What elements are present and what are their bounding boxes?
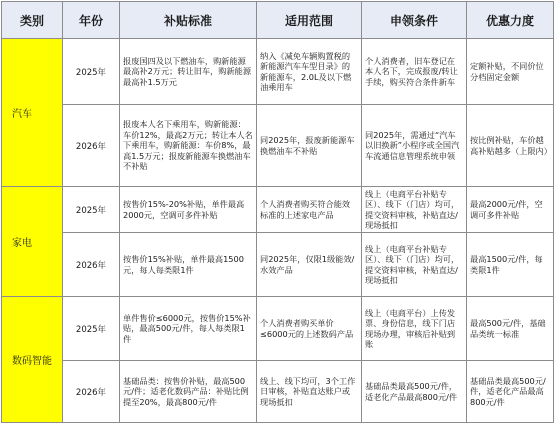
conditions-cell: 线上（电商平台补贴专区）、线下（门店）均可，提交资料审核，补贴直达/现场抵扣 <box>362 233 467 297</box>
year-cell: 2025年 <box>63 39 120 105</box>
scope-cell: 同2025年，报废新能源车换燃油车不补贴 <box>257 105 362 187</box>
header-intensity: 优惠力度 <box>467 2 554 39</box>
year-cell: 2026年 <box>63 233 120 297</box>
conditions-cell: 同2025年，需通过“汽车以旧换新”小程序或全国汽车流通信息管理系统申领 <box>362 105 467 187</box>
year-cell: 2025年 <box>63 297 120 361</box>
year-cell: 2026年 <box>63 105 120 187</box>
intensity-cell: 按比例补贴，车价越高补贴越多（上限内） <box>467 105 554 187</box>
year-cell: 2026年 <box>63 361 120 423</box>
standard-cell: 按售价15%补贴，单件最高1500元，每人每类限1件 <box>120 233 257 297</box>
category-cell-car: 汽车 <box>2 39 63 187</box>
standard-cell: 单件售价≤6000元，按售价15%补贴，最高500元/件，每人每类限1件 <box>120 297 257 361</box>
standard-cell: 基础品类：按售价补贴，最高500元/件；适老化数码产品：补贴比例提至20%，最高800元/件 <box>120 361 257 423</box>
subsidy-policy-table <box>1 1 554 423</box>
scope-cell: 线上、线下均可，3个工作日审核，补贴直达账户或现场抵扣 <box>257 361 362 423</box>
standard-cell: 报废国四及以下燃油车，购新能源最高补2万元；转让旧车，购新能源最高补1.5万元 <box>120 39 257 105</box>
table-row <box>2 361 554 423</box>
table-row <box>2 187 554 233</box>
category-cell-digital: 数码智能 <box>2 297 63 423</box>
conditions-cell: 基础品类最高500元/件，适老化产品最高800元/件 <box>362 361 467 423</box>
header-standard: 补贴标准 <box>120 2 257 39</box>
intensity-cell: 最高2000元/件，空调可多件补贴 <box>467 187 554 233</box>
header-row <box>2 2 554 39</box>
intensity-cell: 最高500元/件，基础品类统一标准 <box>467 297 554 361</box>
intensity-cell: 基础品类最高500元/件，适老化产品最高800元/件 <box>467 361 554 423</box>
scope-cell: 个人消费者购买单价≤6000元的上述数码产品 <box>257 297 362 361</box>
table-row <box>2 105 554 187</box>
year-cell: 2025年 <box>63 187 120 233</box>
intensity-cell: 定额补贴，不同价位分档固定金额 <box>467 39 554 105</box>
header-category: 类别 <box>2 2 63 39</box>
standard-cell: 按售价15%-20%补贴，单件最高2000元，空调可多件补贴 <box>120 187 257 233</box>
category-cell-appliance: 家电 <box>2 187 63 297</box>
table-row <box>2 233 554 297</box>
header-scope: 适用范围 <box>257 2 362 39</box>
intensity-cell: 最高1500元/件，每类限1件 <box>467 233 554 297</box>
header-conditions: 申领条件 <box>362 2 467 39</box>
scope-cell: 同2025年，仅限1级能效/水效产品 <box>257 233 362 297</box>
header-year: 年份 <box>63 2 120 39</box>
scope-cell: 纳入《减免车辆购置税的新能源汽车车型目录》的新能源车，2.0L及以下燃油乘用车 <box>257 39 362 105</box>
conditions-cell: 线上（电商平台）上传发票、身份信息，线下门店现场办理，审核后补贴到账 <box>362 297 467 361</box>
standard-cell: 报废本人名下乘用车，购新能源：车价12%，最高2万元；转让本人名下乘用车，购新能源：车价8%，最高1.5万元；报废新能源车换燃油车不补贴 <box>120 105 257 187</box>
conditions-cell: 线上（电商平台补贴专区）、线下（门店）均可，提交资料审核，补贴直达/现场抵扣 <box>362 187 467 233</box>
table-row <box>2 39 554 105</box>
scope-cell: 个人消费者购买符合能效标准的上述家电产品 <box>257 187 362 233</box>
table-row <box>2 297 554 361</box>
conditions-cell: 个人消费者，旧车登记在本人名下，完成报废/转让手续，购买符合条件新车 <box>362 39 467 105</box>
